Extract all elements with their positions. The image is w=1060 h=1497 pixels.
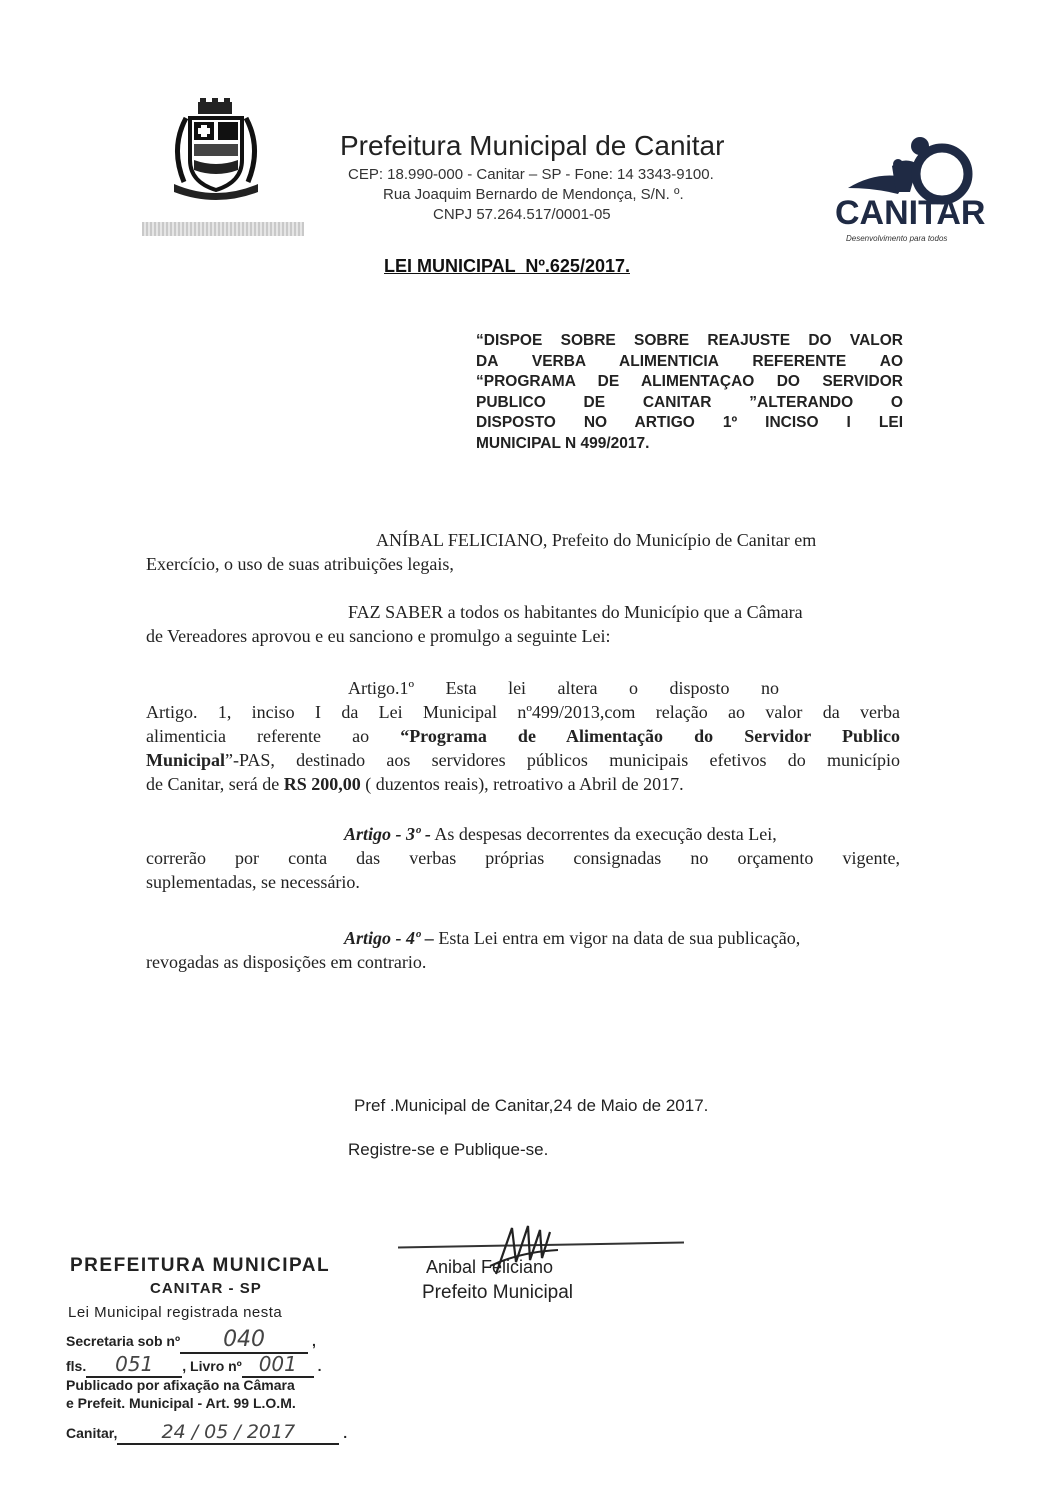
signatory-role: Prefeito Municipal [422, 1282, 574, 1303]
text-run: alimenticia referente ao [146, 726, 401, 746]
stamp-line: Canitar, 24 / 05 / 2017 . [66, 1421, 348, 1443]
ementa-line: PUBLICO DE CANITAR ”ALTERANDO O [476, 393, 903, 411]
article-1 [146, 676, 900, 796]
paragraph-line: ANÍBAL FELICIANO, Prefeito do Município de Canitar em [376, 530, 817, 550]
article-4-label: Artigo - 4º – [344, 928, 434, 948]
stamp-line: Secretaria sob nº 040 , [66, 1327, 316, 1352]
registre-publique: Registre-se e Publique-se. [348, 1140, 549, 1159]
paragraph-line [146, 822, 900, 846]
stamp-label: Canitar, [66, 1425, 118, 1441]
stamp-subtitle: CANITAR - SP [150, 1280, 262, 1297]
place-and-date: Pref .Municipal de Canitar,24 de Maio de 2017. [354, 1096, 709, 1115]
municipal-coat-of-arms-icon [160, 98, 272, 208]
article-3 [146, 822, 900, 894]
ementa-line: MUNICIPAL N 499/2017. [476, 434, 650, 452]
organization-name: Prefeitura Municipal de Canitar [340, 130, 725, 161]
ementa-line: “PROGRAMA DE ALIMENTAÇAO DO SERVIDOR [476, 373, 903, 390]
stamp-line: e Prefeit. Municipal - Art. 99 L.O.M. [66, 1395, 296, 1411]
law-title: LEI MUNICIPAL Nº.625/2017. [384, 256, 630, 276]
paragraph-line [146, 926, 900, 950]
paragraph-line: Artigo.1º Esta lei altera o disposto no [348, 678, 780, 698]
ementa-line: “DISPOE SOBRE SOBRE REAJUSTE DO VALOR [476, 332, 903, 349]
paragraph-line [146, 748, 900, 772]
crest-underline-bar [142, 222, 304, 236]
stamp-registration-number: 040 [180, 1327, 308, 1354]
text-run: As despesas decorrentes da execução desta Lei, [430, 824, 777, 844]
stamp-line: fls. 051 , Livro nº 001 . [66, 1352, 322, 1376]
stamp-title: PREFEITURA MUNICIPAL [70, 1255, 331, 1276]
ementa-line: DISPOSTO NO ARTIGO 1º INCISO I LEI [476, 414, 903, 431]
paragraph-prefeito [146, 528, 900, 576]
canitar-logo-tagline: Desenvolvimento para todos [846, 234, 948, 243]
paragraph-line: Exercício, o uso de suas atribuições legais, [146, 554, 454, 574]
paragraph-line: suplementadas, se necessário. [146, 872, 360, 892]
text-run: ( duzentos reais), retroativo a Abril de 2017. [360, 774, 684, 794]
paragraph-line: revogadas as disposições em contrario. [146, 952, 427, 972]
law-ementa [476, 331, 903, 454]
amount-value: RS 200,00 [283, 774, 361, 794]
article-3-label: Artigo - 3º - [344, 824, 431, 844]
stamp-label: , Livro nº [182, 1358, 242, 1374]
stamp-label: fls. [66, 1358, 87, 1374]
registration-stamp [62, 1255, 362, 1445]
paragraph-line [146, 724, 900, 748]
stamp-label: Secretaria sob nº [66, 1333, 181, 1349]
article-4 [146, 926, 900, 974]
paragraph-line [146, 772, 900, 796]
stamp-line: Lei Municipal registrada nesta [68, 1304, 283, 1321]
stamp-livro-number: 001 [242, 1352, 314, 1378]
signatory-name: Anibal Feliciano [426, 1257, 554, 1277]
program-name-end: Municipal [146, 750, 226, 770]
paragraph-faz-saber [146, 600, 900, 648]
stamp-fls-number: 051 [86, 1352, 182, 1378]
stamp-date: 24 / 05 / 2017 [117, 1421, 339, 1445]
program-name: “Programa de Alimentação do Servidor Publico [400, 726, 900, 746]
canitar-logo-wordmark: CANITAR [835, 194, 986, 232]
paragraph-line: Artigo. 1, inciso I da Lei Municipal nº499/2013,com relação ao valor da verba [146, 702, 900, 722]
paragraph-line: FAZ SABER a todos os habitantes do Município que a Câmara [348, 602, 803, 622]
paragraph-line: correrão por conta das verbas próprias consignadas no orçamento vigente, [146, 848, 900, 868]
ementa-line: DA VERBA ALIMENTICIA REFERENTE AO [476, 352, 903, 370]
text-run: ”-PAS, destinado aos servidores públicos municipais efetivos do município [225, 750, 900, 770]
organization-cnpj: CNPJ 57.264.517/0001-05 [433, 206, 611, 223]
organization-address: Rua Joaquim Bernardo de Mendonça, S/N. º. [383, 186, 684, 203]
organization-cep-phone: CEP: 18.990-000 - Canitar – SP - Fone: 14 3343-9100. [348, 166, 714, 183]
text-run: Esta Lei entra em vigor na data de sua publicação, [433, 928, 801, 948]
text-run: de Canitar, será de [146, 774, 284, 794]
stamp-line: Publicado por afixação na Câmara [66, 1377, 295, 1393]
paragraph-line: de Vereadores aprovou e eu sanciono e promulgo a seguinte Lei: [146, 626, 611, 646]
